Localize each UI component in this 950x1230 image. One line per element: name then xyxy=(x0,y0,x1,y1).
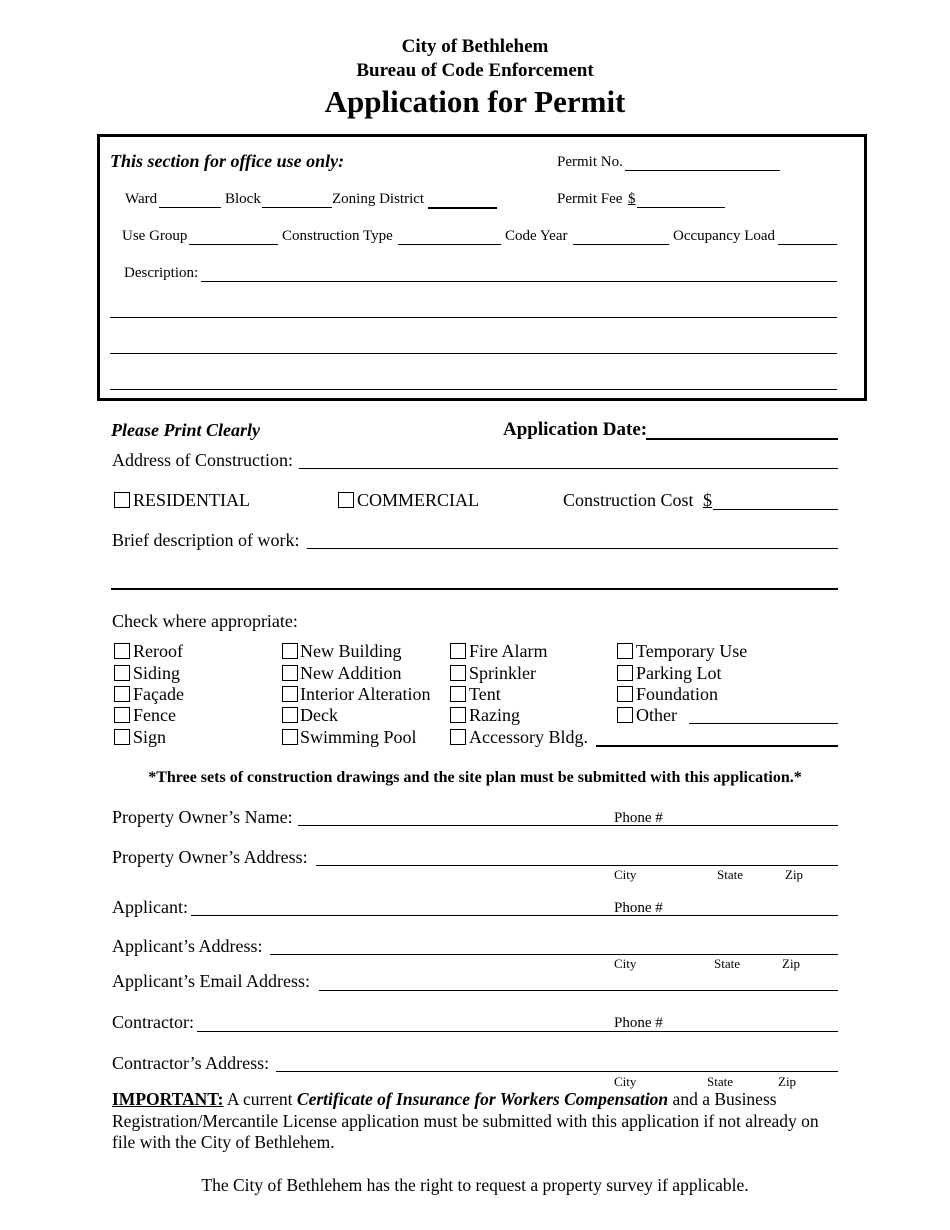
new-building-checkbox[interactable] xyxy=(282,643,298,659)
office-use-heading: This section for office use only: xyxy=(110,151,345,171)
important-notice xyxy=(112,1089,842,1154)
foundation-label: Foundation xyxy=(636,684,719,704)
block-field[interactable] xyxy=(262,207,332,208)
applicant-label: Applicant: xyxy=(112,897,188,917)
owner-address-field[interactable] xyxy=(316,865,838,866)
other-field[interactable] xyxy=(689,723,838,724)
reroof-label: Reroof xyxy=(133,641,183,661)
ward-label: Ward xyxy=(125,191,158,207)
accessory-bldg-label: Accessory Bldg. xyxy=(469,727,588,747)
occupancy-load-label: Occupancy Load xyxy=(673,228,776,244)
contractor-phone-label: Phone # xyxy=(614,1015,663,1031)
residential-label: RESIDENTIAL xyxy=(133,490,250,510)
permit-fee-label: Permit Fee xyxy=(557,191,623,207)
parking-lot-label: Parking Lot xyxy=(636,663,722,683)
applicant-field[interactable] xyxy=(191,915,838,916)
applicant-phone-label: Phone # xyxy=(614,900,663,916)
razing-label: Razing xyxy=(469,705,520,725)
owner-city-label: City xyxy=(614,867,637,882)
permit-fee-field[interactable] xyxy=(637,207,725,208)
razing-checkbox[interactable] xyxy=(450,707,466,723)
siding-checkbox[interactable] xyxy=(114,665,130,681)
new-addition-checkbox[interactable] xyxy=(282,665,298,681)
address-of-construction-field[interactable] xyxy=(299,468,838,469)
office-use-section xyxy=(97,134,867,401)
zoning-field[interactable] xyxy=(428,207,497,209)
survey-note: The City of Bethlehem has the right to request a property survey if applicable. xyxy=(201,1175,749,1195)
deck-label: Deck xyxy=(300,705,338,725)
brief-description-label: Brief description of work: xyxy=(112,530,300,550)
city-name: City of Bethlehem xyxy=(401,36,549,57)
page-title: Application for Permit xyxy=(324,84,626,119)
use-group-field[interactable] xyxy=(189,244,278,245)
applicant-state-label: State xyxy=(714,956,740,971)
zoning-label: Zoning District xyxy=(332,191,425,207)
tent-checkbox[interactable] xyxy=(450,686,466,702)
contractor-label: Contractor: xyxy=(112,1012,194,1032)
owner-state-label: State xyxy=(717,867,743,882)
construction-type-field[interactable] xyxy=(398,244,501,245)
important-label: IMPORTANT: xyxy=(112,1089,224,1109)
construction-cost-label: Construction Cost xyxy=(563,490,694,510)
important-text-1: A current xyxy=(223,1089,297,1109)
swimming-pool-checkbox[interactable] xyxy=(282,729,298,745)
other-checkbox[interactable] xyxy=(617,707,633,723)
facade-label: Façade xyxy=(133,684,184,704)
ward-field[interactable] xyxy=(159,207,221,208)
parking-lot-checkbox[interactable] xyxy=(617,665,633,681)
contractor-city-label: City xyxy=(614,1074,637,1089)
applicant-address-label: Applicant’s Address: xyxy=(112,936,263,956)
check-where-label: Check where appropriate: xyxy=(112,611,298,631)
code-year-label: Code Year xyxy=(505,228,568,244)
deck-checkbox[interactable] xyxy=(282,707,298,723)
fence-checkbox[interactable] xyxy=(114,707,130,723)
owner-address-label: Property Owner’s Address: xyxy=(112,847,308,867)
important-emphasis: Certificate of Insurance for Workers Compensation xyxy=(296,1089,669,1109)
temporary-use-label: Temporary Use xyxy=(636,641,748,661)
construction-type-label: Construction Type xyxy=(282,228,393,244)
commercial-checkbox[interactable] xyxy=(338,492,354,508)
description-label: Description: xyxy=(124,265,199,281)
application-date-label: Application Date: xyxy=(503,419,648,440)
foundation-checkbox[interactable] xyxy=(617,686,633,702)
swimming-pool-label: Swimming Pool xyxy=(300,727,417,747)
application-date-field[interactable] xyxy=(646,438,838,440)
permit-fee-dollar: $ xyxy=(628,191,636,207)
description-field-line-3[interactable] xyxy=(110,353,837,354)
residential-checkbox[interactable] xyxy=(114,492,130,508)
use-group-label: Use Group xyxy=(122,228,188,244)
interior-alteration-checkbox[interactable] xyxy=(282,686,298,702)
commercial-label: COMMERCIAL xyxy=(357,490,480,510)
accessory-bldg-field[interactable] xyxy=(596,745,838,747)
sign-checkbox[interactable] xyxy=(114,729,130,745)
address-of-construction-label: Address of Construction: xyxy=(112,450,293,470)
drawings-notice: *Three sets of construction drawings and the site plan must be submitted with this application.* xyxy=(148,769,802,786)
description-field-line-1[interactable] xyxy=(201,281,837,282)
contractor-address-label: Contractor’s Address: xyxy=(112,1053,270,1073)
brief-description-field-line-1[interactable] xyxy=(307,548,838,549)
fence-label: Fence xyxy=(133,705,176,725)
owner-name-field[interactable] xyxy=(298,825,838,826)
sprinkler-label: Sprinkler xyxy=(469,663,536,683)
brief-description-field-line-2[interactable] xyxy=(111,588,838,590)
sprinkler-checkbox[interactable] xyxy=(450,665,466,681)
print-clearly-label: Please Print Clearly xyxy=(111,420,260,440)
construction-cost-field[interactable] xyxy=(713,509,838,510)
owner-zip-label: Zip xyxy=(785,867,804,882)
permit-no-label: Permit No. xyxy=(557,154,623,170)
applicant-address-field[interactable] xyxy=(270,954,838,955)
fire-alarm-checkbox[interactable] xyxy=(450,643,466,659)
interior-alteration-label: Interior Alteration xyxy=(300,684,431,704)
temporary-use-checkbox[interactable] xyxy=(617,643,633,659)
owner-name-label: Property Owner’s Name: xyxy=(112,807,293,827)
applicant-zip-label: Zip xyxy=(782,956,801,971)
applicant-email-field[interactable] xyxy=(319,990,838,991)
siding-label: Siding xyxy=(133,663,181,683)
tent-label: Tent xyxy=(469,684,501,704)
bureau-name: Bureau of Code Enforcement xyxy=(356,60,594,81)
contractor-field[interactable] xyxy=(197,1031,838,1032)
occupancy-load-field[interactable] xyxy=(778,244,837,245)
permit-no-field[interactable] xyxy=(625,170,780,171)
new-addition-label: New Addition xyxy=(300,663,402,683)
contractor-state-label: State xyxy=(707,1074,733,1089)
description-field-line-4[interactable] xyxy=(110,389,837,390)
important-text-2: and a Business Registration/Mercantile License application must be submitted with this application if not already on file with the City of Bethlehem. xyxy=(112,1089,819,1152)
construction-cost-dollar: $ xyxy=(703,490,712,510)
block-label: Block xyxy=(225,191,261,207)
fire-alarm-label: Fire Alarm xyxy=(469,641,548,661)
sign-label: Sign xyxy=(133,727,167,747)
code-year-field[interactable] xyxy=(573,244,669,245)
facade-checkbox[interactable] xyxy=(114,686,130,702)
accessory-bldg-checkbox[interactable] xyxy=(450,729,466,745)
description-field-line-2[interactable] xyxy=(110,317,837,318)
applicant-email-label: Applicant’s Email Address: xyxy=(112,971,310,991)
owner-phone-label: Phone # xyxy=(614,810,663,826)
contractor-zip-label: Zip xyxy=(778,1074,797,1089)
new-building-label: New Building xyxy=(300,641,402,661)
applicant-city-label: City xyxy=(614,956,637,971)
other-label: Other xyxy=(636,705,677,725)
contractor-address-field[interactable] xyxy=(276,1071,838,1072)
reroof-checkbox[interactable] xyxy=(114,643,130,659)
